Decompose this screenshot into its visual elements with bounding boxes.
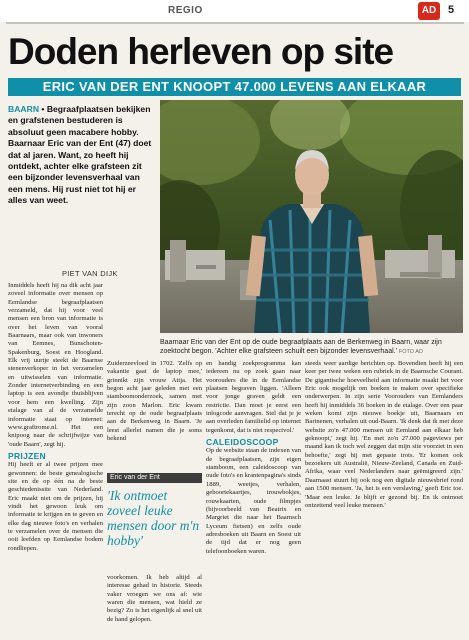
ad-logo: AD	[418, 2, 440, 20]
article-column-4	[305, 360, 463, 510]
photo-caption	[160, 338, 462, 357]
article-photo	[160, 100, 463, 333]
body-paragraph: Inmiddels heeft hij na dik acht jaar zoveel informatie over mensen op Eemlandse begraafplaatsen verzameld, dat hij voor veel mensen een bron van informatie is over het leven van vooral Baarnaars, maar ook van inwoners van Eemnes, Bunschoten-Spakenburg, Soest en Hoogland. Elk vrij uurtje steekt de Baarnse stenenverkoper in het verzamelen en uitwisselen van informatie. Zonder internetverbinding en een laptop is een avondje thuisblijven voor hem een kwelling. Zijn etalage van al de verzamelde informatie staat op internet: www.graftrome.nl. Het een knipoog naar de schrijfwijze van 'oude Baarn', zegt hij.	[8, 282, 103, 448]
article-column-2	[107, 360, 202, 443]
subhead-prijzen: PRIJZEN	[8, 450, 46, 461]
pull-quote: 'Ik ontmoet zoveel leuke mensen door m'n hobby'	[107, 488, 200, 548]
header-divider	[6, 22, 464, 24]
intro-paragraph	[8, 104, 154, 207]
body-paragraph: en handig zoekprogramma kan iedereen nu op zoek gaan naar voorouders die in de Eemlandse plaatsen begraven liggen. 'Alleen voor jonge graven geldt een restrictie. Dan moet je eerst een inlogcode aanvragen. Stel dat je je aan overleden familielid op internet tegenkomt, dat is niet respectvol.'	[206, 360, 301, 434]
headline: Doden herleven op site	[8, 31, 394, 72]
page-number: 5	[448, 4, 455, 16]
body-paragraph: Zuiderzeevloed in 1702. 'Zelfs op vakantie gaat de laptop mee,' grinnikt zijn vrouw Attja. Het begon acht jaar geleden met een stamboomonderzoek, samen met zijn zoon Marlon. Eric kwam terecht op de oude begraafplaats aan de Berkenweg in Baarn. 'Je leest allerlei namen die je soms bekend	[107, 360, 202, 443]
article-column-1	[8, 282, 103, 553]
body-paragraph: Op de website staan de indexen van de begraafplaatsen, zijn eigen stamboom, een caleidoscoop van oude foto's en krantenpagina's sinds 1889, weetjes, verhalen, geboortekaartjes, trouwbokjes, rouwkaarten, oude filmpjes (bijvoorbeeld van Beatrix en Margriet die naar het Baarnsch Lyceum fietsen) en zelfs oude adresboeken uit Baarn en Soest uit de tijd dat er nog geen telefoonboeken waren.	[206, 447, 301, 555]
subhead-caleidoscoop: CALEIDOSCOOP	[206, 437, 279, 448]
page-header	[0, 0, 469, 22]
article-column-3	[206, 360, 301, 556]
body-paragraph: steeds weer aardige berichten op. Bovendien heeft hij een keer per twee weken een rubriek in de Baarnsche Courant. De gigantische hoeveelheid aan informatie maakt het voor Eric ook mogelijk om boeken te maken over specifieke onderwerpen. In zijn serie Voorouders van Eemlanders heeft hij inmiddels 36 boeken in de etalage. Over een paar weken komt zijn nieuwe boekje uit, Baarnaars en Barinenen, verhalen uit oud-Baarn. 'Ik denk dat ik met deze website zo'n 47.000 mensen uit Eemland aan elkaar heb geknoopt,' zegt hij. 'En met zo'n 27.000 pageviews per maand kan ik toch wel zeggen dat mijn site voorziet in een behoefte,' zegt hij met gepaste trots. 'Er komen ook bezoekers uit Australië, Nieuw-Zeeland, Canada en Zuid-Afrika, waar veel Nederlanders naar geëmigreerd zijn.' Daarnaast stuurt hij ook nog een digitale nieuwsbrief rond aan 1500 mensen. 'Ja, het is een verslaving,' geeft Eric toe. 'Maar een leuke. Je blijft er gezond bij. En ik ontmoet ontzettend veel leuke mensen.'	[305, 360, 463, 509]
photo-credit: FOTO AD	[398, 349, 423, 355]
byline: PIET VAN DIJK	[62, 269, 118, 278]
quote-name-label: Eric van der Ent	[107, 473, 202, 483]
intro-text: • Begraafplaatsen bekijken en grafstenen bestuderen is absoluut geen macabere hobby. Baarnaar Eric van der Ent (47) doet dat al jaren. Want, zo heeft hij ontdekt, achter elke grafsteen zit een bijzonder levensverhaal van een mens. Hij rust niet tot hij er alles van weet.	[8, 104, 152, 206]
photo-illustration	[160, 100, 463, 333]
dateline-city: BAARN	[8, 104, 40, 114]
caption-text: Baarnaar Eric van der Ent op de oude begraafplaats aan de Berkenweg in Baarn, waar zijn zoektocht begon. 'Achter elke grafsteen schuilt een bijzonder levensverhaal.'	[160, 339, 442, 355]
article-column-2b	[107, 574, 202, 624]
section-label: REGIO	[168, 5, 203, 16]
subheadline: ERIC VAN DER ENT KNOOPT 47.000 LEVENS AAN ELKAAR	[8, 78, 461, 96]
body-paragraph: voorkomen. Ik heb altijd al interesse gehad in historie. Steeds vaker vroegen we ons af: wie waren die mensen, wat hield ze bezig? Zo is het eigenlijk al snel uit de hand gelopen.	[107, 574, 202, 623]
body-paragraph: Hij heeft er al twee prijzen mee gewonnen: de beste genealogische site en de op één na de beste geschiedenissite van Nederland. Eric maakt niet om de prijzen, hij vindt het gewoon leuk om informatie te krijgen en te geven en elke dag nieuwe foto's en verhalen te verzamelen over de mensen die ooit leefden op Eemlandse bodem rondliepen.	[8, 461, 103, 552]
